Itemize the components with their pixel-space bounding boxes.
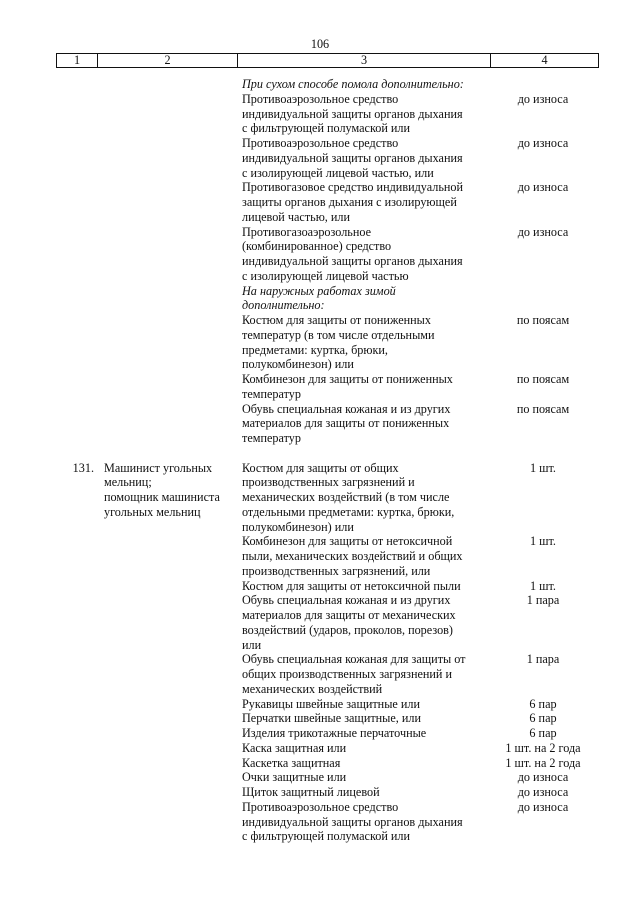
equipment-item: Костюм для защиты от общих <box>242 460 399 475</box>
table-row <box>0 638 640 653</box>
equipment-item: На наружных работах зимой <box>242 283 396 298</box>
row-number: 131. <box>72 460 94 475</box>
equipment-item: Обувь специальная кожаная для защиты от <box>242 652 466 667</box>
table-row <box>0 652 640 667</box>
equipment-item: пыли, механических воздействий и общих <box>242 549 463 563</box>
table-row <box>0 564 640 579</box>
equipment-item: Комбинезон для защиты от пониженных <box>242 372 453 386</box>
equipment-item: Противоаэрозольное средство <box>242 136 399 150</box>
equipment-item: Обувь специальная кожаная и из других <box>242 593 451 608</box>
header-col-2: 2 <box>97 54 237 67</box>
issue-norm: по поясам <box>516 313 570 327</box>
header-col-4: 4 <box>490 54 598 67</box>
issue-norm: 1 пара <box>526 593 560 608</box>
table-row <box>0 593 640 608</box>
equipment-item: лицевой частью, или <box>242 209 351 224</box>
table-row <box>0 180 640 195</box>
equipment-item: Костюм для защиты от пониженных <box>242 313 431 327</box>
table-row <box>0 239 640 254</box>
equipment-item: Каскетка защитная <box>242 755 341 770</box>
table-row <box>0 682 640 697</box>
issue-norm: 1 пара <box>526 652 560 667</box>
equipment-item: или <box>242 637 262 652</box>
equipment-item: предметами: куртка, брюки, <box>242 342 388 357</box>
table-row <box>0 92 640 107</box>
header-col-3: 3 <box>237 54 490 67</box>
equipment-item: температур (в том числе отдельными <box>242 327 435 342</box>
equipment-item: Щиток защитный лицевой <box>242 785 380 799</box>
issue-norm: до износа <box>517 224 569 239</box>
table-row <box>0 121 640 136</box>
equipment-item: материалов для защиты от механических <box>242 608 456 622</box>
equipment-item: материалов для защиты от пониженных <box>242 416 450 431</box>
equipment-item: Противогазовое средство индивидуальной <box>242 180 464 195</box>
table-row <box>0 490 640 505</box>
table-row <box>0 416 640 431</box>
equipment-item: Рукавицы швейные защитные или <box>242 696 420 711</box>
equipment-item: температур <box>242 386 301 401</box>
equipment-item: Обувь специальная кожаная и из других <box>242 401 451 416</box>
table-row <box>0 534 640 549</box>
equipment-item: дополнительно: <box>242 298 325 313</box>
equipment-item: полукомбинезон) или <box>242 519 354 534</box>
table-row <box>0 756 640 771</box>
table-row <box>0 107 640 122</box>
table-row <box>0 785 640 800</box>
table-row <box>0 195 640 210</box>
table-row <box>0 579 640 594</box>
table-row <box>0 343 640 358</box>
equipment-item: отдельными предметами: куртка, брюки, <box>242 504 455 519</box>
table-header <box>56 53 599 68</box>
table-row <box>0 372 640 387</box>
equipment-item: Противоаэрозольное средство <box>242 799 399 814</box>
issue-norm: 1 шт. на 2 года <box>505 755 581 770</box>
equipment-item: При сухом способе помола дополнительно: <box>242 77 464 91</box>
table-row <box>0 667 640 682</box>
issue-norm: по поясам <box>516 401 570 416</box>
equipment-item: индивидуальной защиты органов дыхания <box>242 106 463 121</box>
issue-norm: 6 пар <box>529 711 557 726</box>
table-row <box>0 254 640 269</box>
table-row <box>0 741 640 756</box>
equipment-item: общих производственных загрязнений и <box>242 667 453 681</box>
table-row <box>0 726 640 741</box>
equipment-item: с изолирующей лицевой частью <box>242 268 409 283</box>
equipment-item: Противоаэрозольное средство <box>242 91 399 106</box>
issue-norm: 1 шт. на 2 года <box>505 740 581 755</box>
table-row <box>0 284 640 299</box>
issue-norm: 1 шт. <box>530 578 556 593</box>
equipment-item: механических воздействий <box>242 681 383 696</box>
table-row <box>0 608 640 623</box>
equipment-item: Изделия трикотажные перчаточные <box>242 726 427 740</box>
equipment-item: полукомбинезон) или <box>242 357 354 372</box>
table-row <box>0 328 640 343</box>
equipment-item: защиты органов дыхания с изолирующей <box>242 195 457 209</box>
table-row <box>0 402 640 417</box>
profession-name: угольных мельниц <box>104 504 201 519</box>
issue-norm: до износа <box>517 770 569 785</box>
table-row <box>0 269 640 284</box>
issue-norm: по поясам <box>516 372 570 386</box>
table-row <box>0 77 640 92</box>
table-row <box>0 770 640 785</box>
equipment-item: производственных загрязнений, или <box>242 563 431 578</box>
header-col-1: 1 <box>73 53 81 67</box>
equipment-item: с изолирующей лицевой частью, или <box>242 165 434 180</box>
equipment-item: (комбинированное) средство <box>242 239 392 254</box>
issue-norm: до износа <box>517 180 569 195</box>
table-row <box>0 313 640 328</box>
equipment-item: температур <box>242 431 301 445</box>
profession-name: мельниц; <box>104 475 152 490</box>
issue-norm: 1 шт. <box>530 460 556 475</box>
table-row <box>0 166 640 181</box>
issue-norm: до износа <box>517 785 569 799</box>
table-row <box>0 505 640 520</box>
page-number: 106 <box>310 37 330 51</box>
equipment-item: индивидуальной защиты органов дыхания <box>242 254 463 268</box>
table-row <box>0 461 640 476</box>
issue-norm: 6 пар <box>529 726 557 740</box>
table-row <box>0 357 640 372</box>
issue-norm: 1 шт. <box>530 534 556 549</box>
row-spacer <box>0 446 640 461</box>
issue-norm: 6 пар <box>529 696 557 711</box>
table-row <box>0 225 640 240</box>
equipment-item: Костюм для защиты от нетоксичной пыли <box>242 578 461 593</box>
equipment-item: индивидуальной защиты органов дыхания <box>242 814 463 829</box>
equipment-item: с фильтрующей полумаской или <box>242 829 411 844</box>
table-body <box>0 77 640 844</box>
equipment-item: механических воздействий (в том числе <box>242 490 450 504</box>
equipment-item: индивидуальной защиты органов дыхания <box>242 150 463 165</box>
table-row <box>0 800 640 815</box>
table-row <box>0 151 640 166</box>
table-row <box>0 298 640 313</box>
table-row <box>0 210 640 225</box>
equipment-item: Каска защитная или <box>242 740 347 755</box>
table-row <box>0 829 640 844</box>
table-row <box>0 136 640 151</box>
table-row <box>0 697 640 712</box>
issue-norm: до износа <box>517 91 569 106</box>
table-row <box>0 475 640 490</box>
table-row <box>0 520 640 535</box>
equipment-item: Комбинезон для защиты от нетоксичной <box>242 534 453 549</box>
table-row <box>0 387 640 402</box>
table-row <box>0 623 640 638</box>
profession-name: помощник машиниста <box>104 490 220 504</box>
table-row <box>0 711 640 726</box>
issue-norm: до износа <box>517 799 569 814</box>
table-row <box>0 815 640 830</box>
equipment-item: Перчатки швейные защитные, или <box>242 711 422 726</box>
table-row <box>0 549 640 564</box>
equipment-item: Противогазоаэрозольное <box>242 224 372 239</box>
equipment-item: с фильтрующей полумаской или <box>242 121 411 136</box>
equipment-item: Очки защитные или <box>242 770 347 785</box>
issue-norm: до износа <box>517 136 569 150</box>
table-row <box>0 431 640 446</box>
equipment-item: воздействий (ударов, проколов, порезов) <box>242 622 453 637</box>
profession-name: Машинист угольных <box>104 460 213 475</box>
equipment-item: производственных загрязнений и <box>242 475 415 490</box>
